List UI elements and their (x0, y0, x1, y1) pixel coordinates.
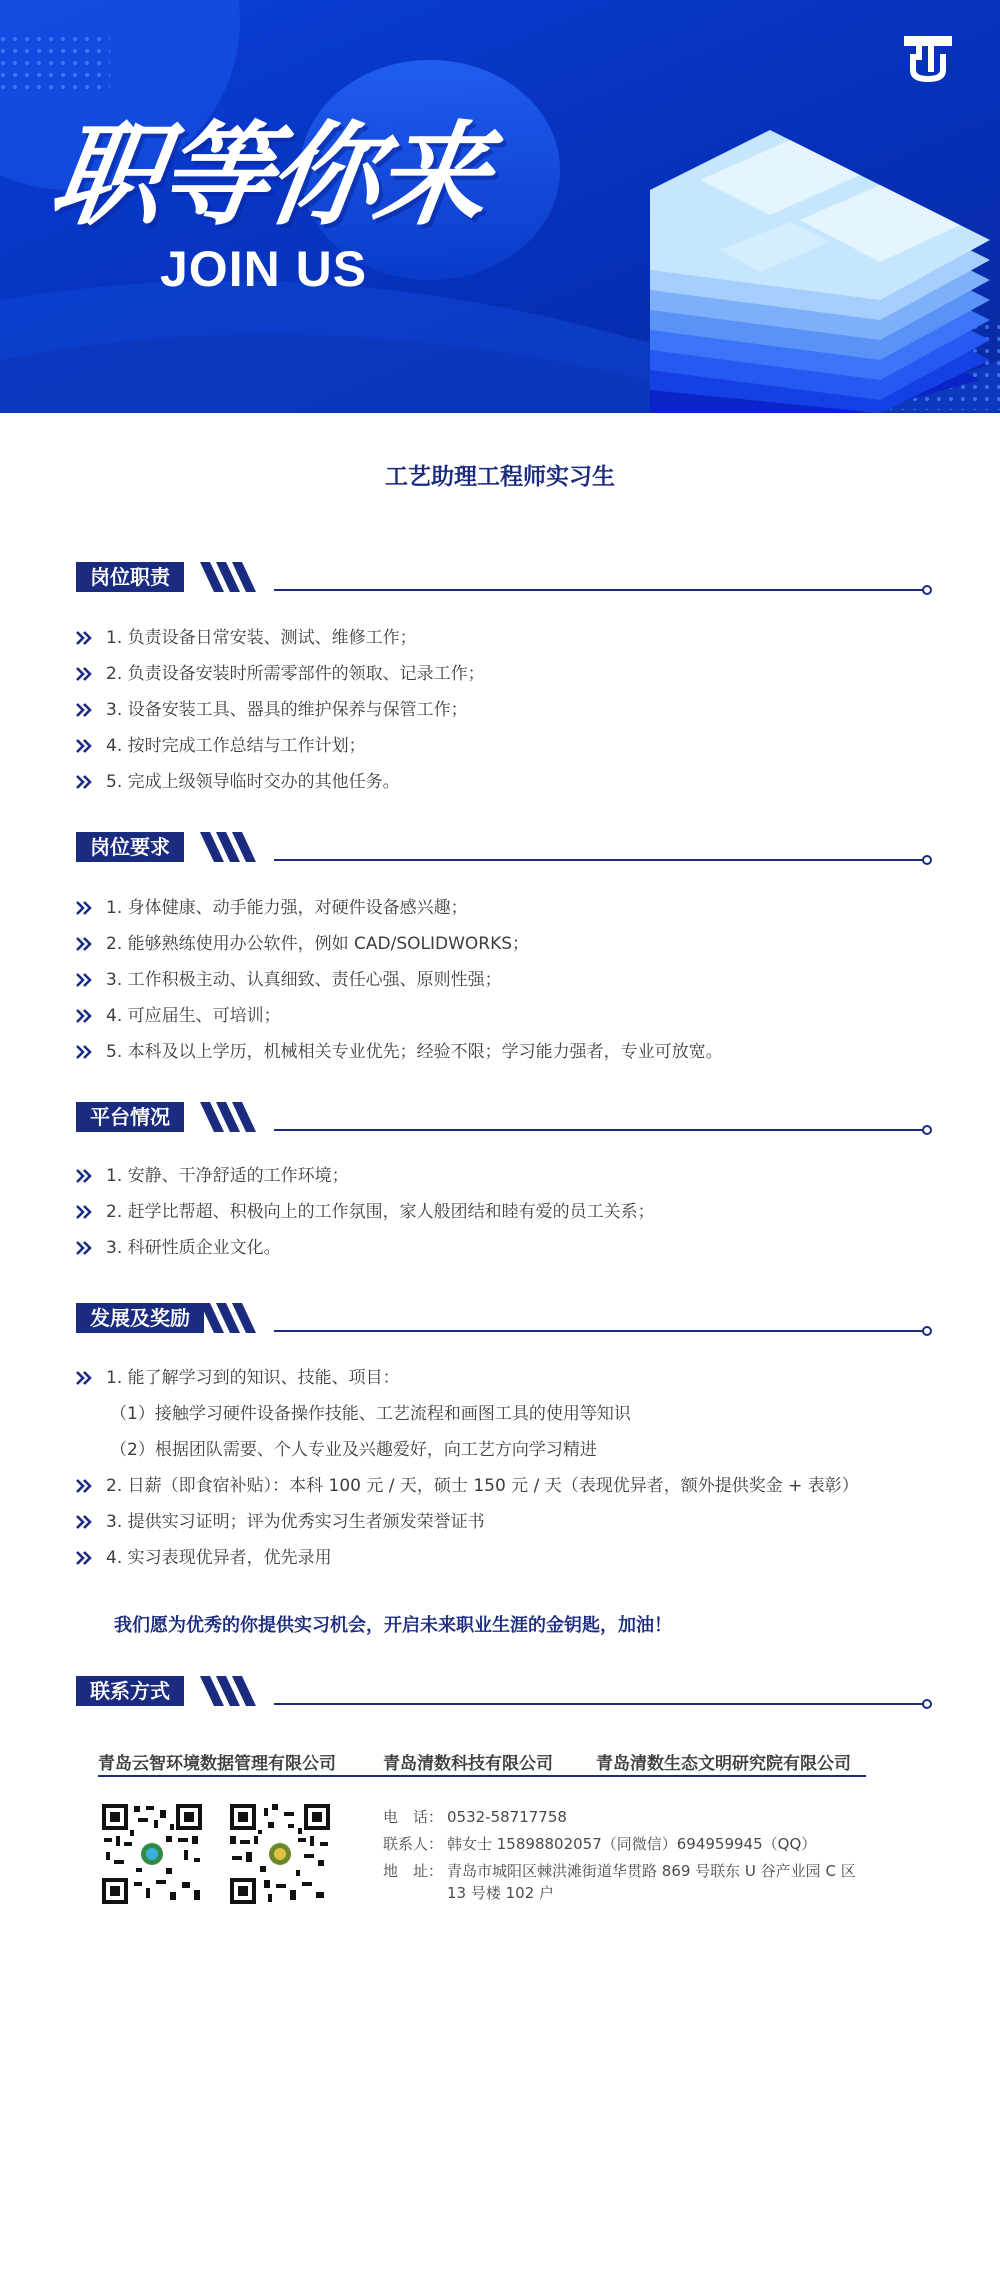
stripe-decoration (200, 1102, 270, 1132)
section-title: 发展及奖励 (76, 1303, 204, 1333)
list-item-text: 3. 提供实习证明；评为优秀实习生者颁发荣誉证书 (106, 1512, 485, 1532)
double-chevron-right-icon (76, 1009, 92, 1023)
contact-address-continued: 13 号楼 102 户 (447, 1884, 555, 1902)
list-item-text: 4. 实习表现优异者，优先录用 (106, 1548, 332, 1568)
section-rule (274, 1129, 924, 1131)
list-sub-item: （1）接触学习硬件设备操作技能、工艺流程和画图工具的使用等知识 (110, 1404, 631, 1424)
stripe-decoration (200, 1303, 270, 1333)
contact-address-value: 青岛市城阳区棘洪滩街道华贯路 869 号联东 U 谷产业园 C 区 (447, 1862, 856, 1880)
list-sub-item: （2）根据团队需要、个人专业及兴趣爱好，向工艺方向学习精进 (110, 1440, 597, 1460)
double-chevron-right-icon (76, 1205, 92, 1219)
section-title: 平台情况 (76, 1102, 184, 1132)
double-chevron-right-icon (76, 1169, 92, 1183)
list-item-text: 3. 科研性质企业文化。 (106, 1238, 281, 1258)
section-rule (274, 1330, 924, 1332)
double-chevron-right-icon (76, 1241, 92, 1255)
double-chevron-right-icon (76, 1045, 92, 1059)
section-header-development (76, 1303, 932, 1333)
contact-phone (383, 1806, 567, 1828)
hero-banner (0, 0, 1000, 413)
list-item-text: 2. 负责设备安装时所需零部件的领取、记录工作； (106, 664, 485, 684)
list-item-text: 4. 可应届生、可培训； (106, 1006, 281, 1026)
section-header-contact (76, 1676, 932, 1706)
company-name: 青岛云智环境数据管理有限公司 (98, 1754, 336, 1774)
double-chevron-right-icon (76, 1551, 92, 1565)
list-item-text: 5. 完成上级领导临时交办的其他任务。 (106, 772, 400, 792)
hero-headline: 职等你来 (42, 111, 494, 241)
contact-person-value: 韩女士 15898802057（同微信）694959945（QQ） (447, 1835, 817, 1853)
contact-phone-value[interactable]: 0532-58717758 (447, 1808, 567, 1826)
company-name: 青岛清数科技有限公司 (383, 1754, 553, 1774)
double-chevron-right-icon (76, 667, 92, 681)
list-item-text: 3. 设备安装工具、器具的维护保养与保管工作； (106, 700, 468, 720)
stripe-decoration (200, 562, 270, 592)
double-chevron-right-icon (76, 1371, 92, 1385)
qr-code-icon (100, 1802, 204, 1906)
section-rule-end-dot (922, 585, 932, 595)
section-rule-end-dot (922, 855, 932, 865)
list-item-text: 2. 能够熟练使用办公软件，例如 CAD/SOLIDWORKS； (106, 934, 530, 954)
section-rule-end-dot (922, 1125, 932, 1135)
section-title: 联系方式 (76, 1676, 184, 1706)
contact-phone-label: 电 话： (383, 1808, 444, 1826)
list-item-text: 1. 能了解学习到的知识、技能、项目： (106, 1368, 400, 1388)
double-chevron-right-icon (76, 1479, 92, 1493)
double-chevron-right-icon (76, 1515, 92, 1529)
section-header-platform (76, 1102, 932, 1132)
contact-person (383, 1833, 816, 1855)
slogan: 我们愿为优秀的你提供实习机会，开启未来职业生涯的金钥匙，加油！ (114, 1615, 672, 1636)
list-item-text: 1. 身体健康、动手能力强，对硬件设备感兴趣； (106, 898, 468, 918)
contact-address-label: 地 址： (383, 1862, 444, 1880)
list-item-text: 4. 按时完成工作总结与工作计划； (106, 736, 366, 756)
company-name: 青岛清数生态文明研究院有限公司 (596, 1754, 851, 1774)
contact-person-label: 联系人： (383, 1835, 444, 1853)
list-item-text: 2. 日薪（即食宿补贴）：本科 100 元 / 天，硕士 150 元 / 天（表现优异者，额外提供奖金 + 表彰） (106, 1476, 859, 1496)
list-item-text: 1. 负责设备日常安装、测试、维修工作； (106, 628, 417, 648)
section-header-responsibilities (76, 562, 932, 592)
job-title: 工艺助理工程师实习生 (385, 464, 615, 490)
double-chevron-right-icon (76, 703, 92, 717)
stripe-decoration (200, 1676, 270, 1706)
company-names (98, 1749, 866, 1777)
section-title: 岗位要求 (76, 832, 184, 862)
contact-address (383, 1860, 856, 1882)
qr-code-icon (228, 1802, 332, 1906)
stripe-decoration (200, 832, 270, 862)
hero-subheadline: JOIN US (160, 241, 368, 297)
section-rule (274, 859, 924, 861)
double-chevron-right-icon (76, 631, 92, 645)
section-rule (274, 589, 924, 591)
tu-logo-icon (902, 32, 954, 84)
section-header-requirements (76, 832, 932, 862)
list-item-text: 3. 工作积极主动、认真细致、责任心强、原则性强； (106, 970, 502, 990)
double-chevron-right-icon (76, 739, 92, 753)
list-item-text: 5. 本科及以上学历，机械相关专业优先；经验不限；学习能力强者，专业可放宽。 (106, 1042, 723, 1062)
list-item-text: 1. 安静、干净舒适的工作环境； (106, 1166, 349, 1186)
double-chevron-right-icon (76, 901, 92, 915)
section-rule-end-dot (922, 1326, 932, 1336)
double-chevron-right-icon (76, 775, 92, 789)
section-rule-end-dot (922, 1699, 932, 1709)
section-title: 岗位职责 (76, 562, 184, 592)
list-item-text: 2. 赶学比帮超、积极向上的工作氛围，家人般团结和睦有爱的员工关系； (106, 1202, 655, 1222)
section-rule (274, 1703, 924, 1705)
double-chevron-right-icon (76, 973, 92, 987)
double-chevron-right-icon (76, 937, 92, 951)
